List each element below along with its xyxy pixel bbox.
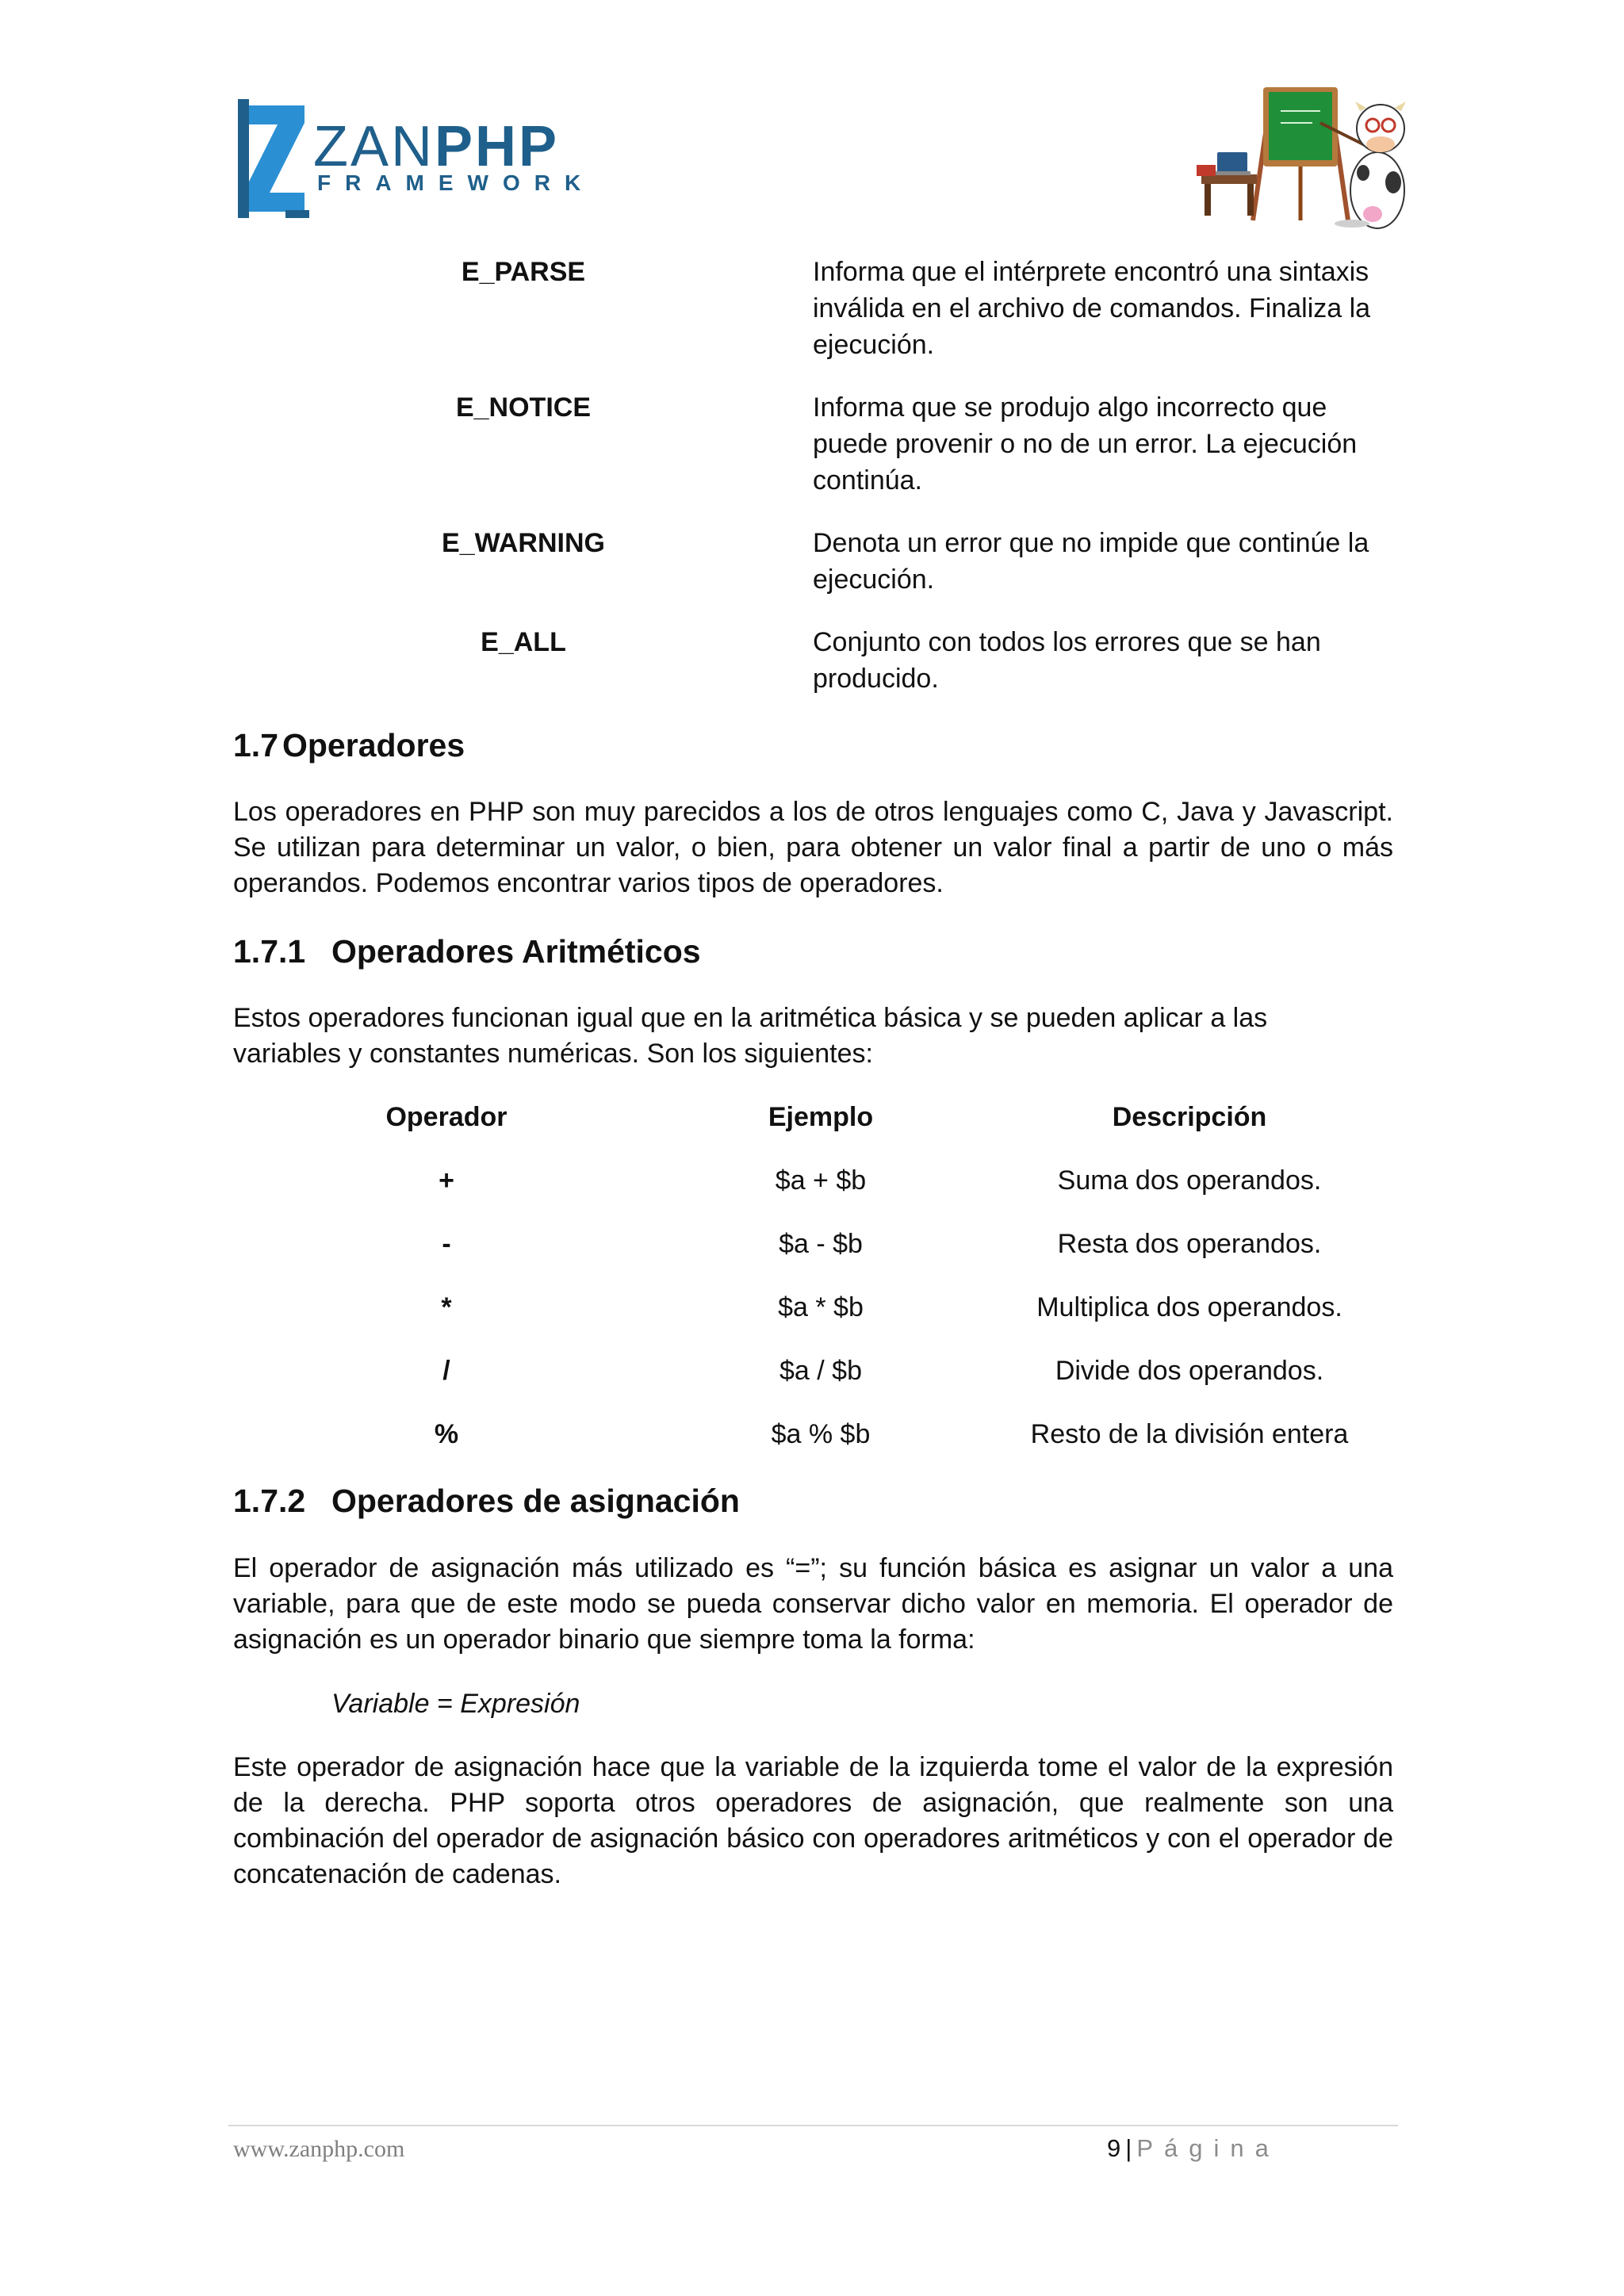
description-line: Conjunto con todos los errores que se han — [813, 627, 1321, 657]
paragraph-line: variables y constantes numéricas. Son los siguientes: — [233, 1039, 873, 1069]
description-line: Denota un error que no impide que continúe la — [813, 528, 1369, 558]
operator-symbol: + — [439, 1165, 454, 1196]
operator-symbol: - — [442, 1229, 451, 1259]
error-constant-description — [813, 254, 1431, 363]
brand-subtitle: FRAMEWORK — [317, 170, 596, 195]
assignment-formula: Variable = Expresión — [331, 1689, 580, 1719]
error-constant-description — [813, 389, 1431, 499]
section-number: 1.7 — [233, 727, 278, 763]
section-number: 1.7.1 — [233, 933, 306, 970]
aritmeticos-paragraph — [233, 1001, 1393, 1072]
error-constant-name: E_PARSE — [461, 257, 586, 287]
operator-symbol: / — [442, 1356, 450, 1386]
description-line: inválida en el archivo de comandos. Finaliza la — [813, 293, 1371, 323]
column-header-descripcion: Descripción — [1112, 1102, 1267, 1132]
footer-divider — [228, 2125, 1398, 2126]
error-constant-name: E_NOTICE — [455, 392, 592, 423]
operator-description: Resto de la división entera — [1030, 1419, 1349, 1449]
operator-description: Divide dos operandos. — [1055, 1356, 1324, 1386]
cow-teacher-at-chalkboard-icon — [1193, 79, 1415, 234]
column-header-ejemplo: Ejemplo — [768, 1102, 874, 1132]
description-line: producido. — [813, 664, 939, 694]
description-line: Informa que se produjo algo incorrecto que — [813, 392, 1327, 423]
asignacion-paragraph-2: Este operador de asignación hace que la variable de la izquierda tome el valor de la expresión de la derecha. PHP soporta otros operadores de asignación, que realmente son una combinación del operador de asignación básico con operadores aritméticos y con el operador de concatenación de cadenas. — [233, 1752, 1393, 1889]
section-title: Operadores Aritméticos — [331, 933, 701, 970]
description-line: Informa que el intérprete encontró una sintaxis — [813, 257, 1369, 287]
description-line: puede provenir o no de un error. La ejecución — [813, 429, 1358, 459]
page-label: Página — [1136, 2134, 1280, 2162]
section-title: Operadores de asignación — [331, 1483, 740, 1519]
operator-example: $a * $b — [778, 1292, 864, 1322]
page-number: 9 — [1107, 2134, 1121, 2162]
error-constant-description — [813, 525, 1431, 598]
error-constant-name: E_ALL — [481, 627, 566, 657]
operator-description: Suma dos operandos. — [1057, 1165, 1322, 1196]
operator-symbol: % — [434, 1419, 459, 1449]
description-line: ejecución. — [813, 330, 935, 360]
operator-description: Resta dos operandos. — [1057, 1229, 1322, 1259]
operator-example: $a - $b — [779, 1229, 863, 1259]
footer-website: www.zanphp.com — [233, 2136, 405, 2162]
error-constant-name: E_WARNING — [442, 528, 605, 558]
operator-description: Multiplica dos operandos. — [1036, 1292, 1342, 1322]
brand-name-zan: ZAN — [313, 115, 435, 178]
section-title: Operadores — [282, 727, 465, 763]
brand-name — [313, 115, 560, 178]
operator-example: $a / $b — [779, 1356, 862, 1386]
section-heading-aritmeticos — [233, 932, 701, 971]
brand-name-php: PHP — [435, 115, 560, 178]
operator-example: $a + $b — [775, 1165, 867, 1196]
description-line: ejecución. — [813, 564, 935, 595]
section-number: 1.7.2 — [233, 1483, 306, 1519]
paragraph-line: Estos operadores funcionan igual que en la aritmética básica y se pueden aplicar a las — [233, 1003, 1268, 1033]
operator-symbol: * — [441, 1292, 452, 1322]
section-heading-asignacion — [233, 1481, 740, 1521]
operadores-paragraph: Los operadores en PHP son muy parecidos a los de otros lenguajes como C, Java y Javascript. Se utilizan para determinar un valor, o bien, para obtener un valor final a partir de uno o más operandos. Podemos encontrar varios tipos de operadores. — [233, 797, 1393, 898]
z-logo-icon — [238, 99, 309, 218]
operator-example: $a % $b — [771, 1419, 871, 1449]
page-separator: | — [1125, 2134, 1132, 2162]
zanphp-logo — [238, 99, 596, 218]
description-line: continúa. — [813, 465, 922, 496]
footer-page-indicator — [1107, 2134, 1280, 2163]
asignacion-paragraph-1: El operador de asignación más utilizado es “=”; su función básica es asignar un valor a una variable, para que de este modo se pueda conservar dicho valor en memoria. El operador de asignación es un operador binario que siempre toma la forma: — [233, 1553, 1393, 1655]
column-header-operador: Operador — [385, 1102, 508, 1132]
section-heading-operadores — [233, 725, 465, 765]
error-constant-description — [813, 624, 1431, 697]
